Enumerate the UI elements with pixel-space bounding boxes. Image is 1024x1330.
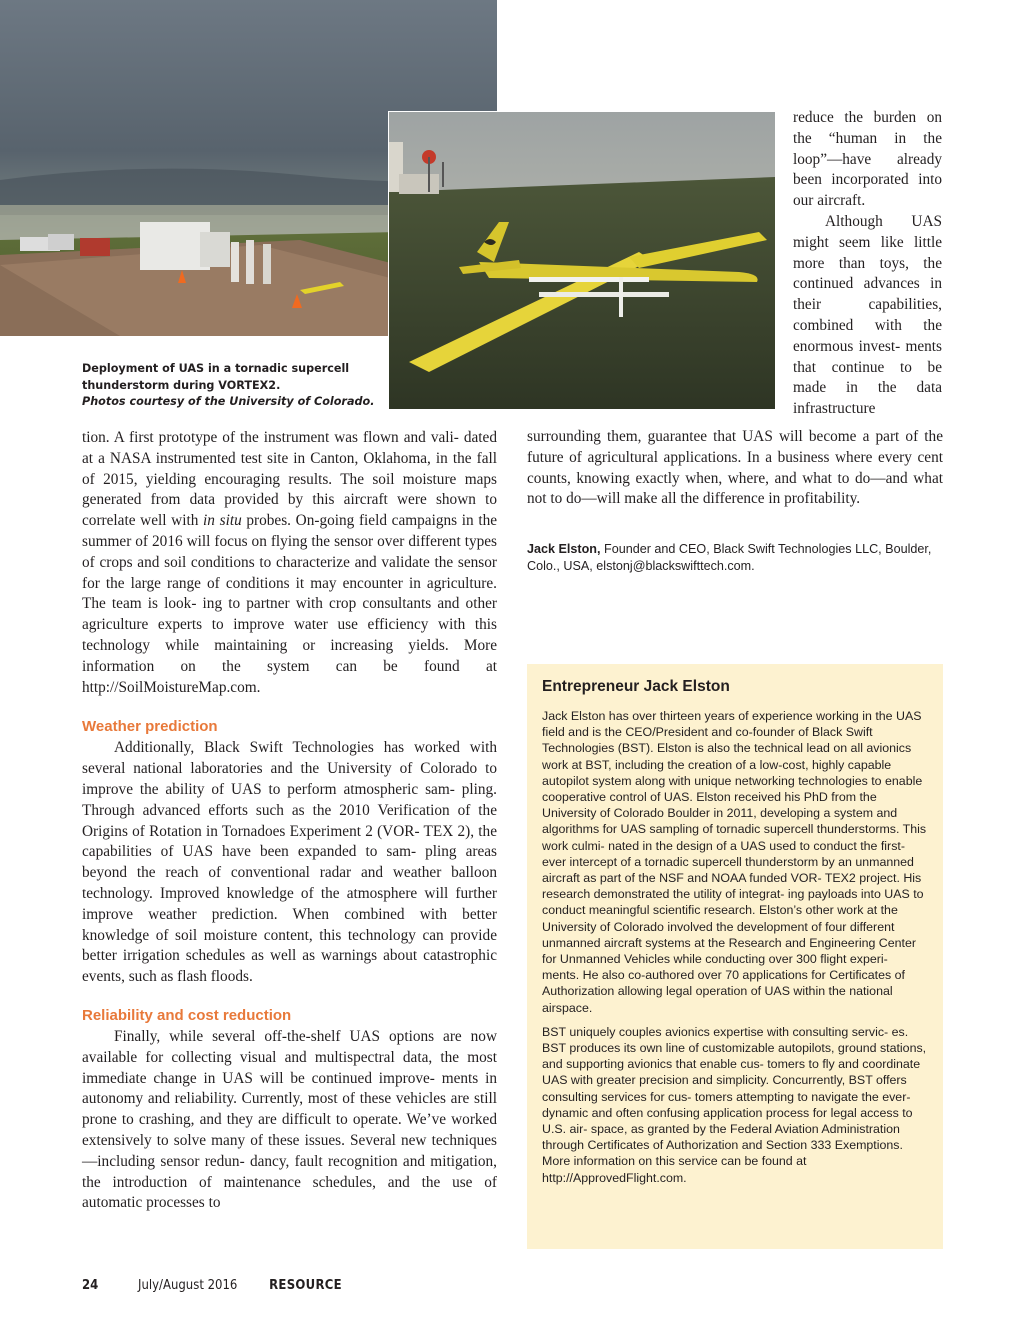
sidebar-paragraph-1: Jack Elston has over thirteen years of experience working in the UAS field and is the CEO/President and co-founder of Black Swift Technologies (BST). Elston is also the technical lead on all avionics work at BST, including the creation of a low-cost, highly capable autopilot system along with unique networking technologies to enable cooperative control of UAS. Elston received his PhD from the University of Colorado Boulder in 2011, developing a system and algorithms for UAS sampling of tornadic supercell thunderstorms. This work culmi- nated in the design of a UAS used to conduct the first-ever intercept of a tornadic supercell thunderstorm by an unmanned aircraft as part of the NSF and NOAA funded VOR- TEX2 project. His research demonstrated the utility of integrat- ing payloads into UAS to conduct meaningful scientific research. Elston’s other work at the University of Colorado involved the development of four different unmanned aircraft systems at the Research and Engineering Center for Unmanned Vehicles while conducting over 300 flight experi- ments. He also co-authored over 70 applications for Certificates of Authorization allowing legal operation of UAS within the national airspace.	[542, 709, 927, 1015]
left-paragraph-2: Additionally, Black Swift Technologies has worked with several national laboratories and the University of Colorado to improve the ability of UAS to perform atmospheric sam- pling. Through advanced efforts such as the 2010 Verification of the Origins of Rotation in Tornadoes Experiment 2 (VOR- TEX 2), the capabilities of UAS have been expanded to sam- pling areas beyond the reach of conventional radar and weather balloon technology. Improved knowledge of the atmosphere will further improve weather prediction. When combined with better knowledge of soil moisture content, this technology can provide better irrigation schedules as well as warnings about catastrophic events, such as flash floods.	[82, 739, 497, 986]
publication-name: RESOURCE	[269, 1278, 342, 1293]
yellow-uav-photo	[388, 111, 776, 410]
sidebar-paragraph-2: BST uniquely couples avionics expertise with consulting servic- es. BST produces its own line of customizable autopilots, ground stations, and supporting avionics that enable cus- tomers to fly and coordinate UAS with greater precision and simplicity. Concurrently, BST offers consulting services for cus- tomers attempting to navigate the ever-dynamic and often confusing application process for legal access to U.S. air- space, as granted by the Federal Aviation Administration through Certificates of Authorization and Section 333 Exemptions. More information on this service can be found at http://ApprovedFlight.com.	[542, 1024, 927, 1185]
right-column-continued	[527, 427, 943, 510]
left-column	[82, 428, 497, 1214]
author-bio	[527, 541, 943, 575]
caption-line-1: Deployment of UAS in a tornadic supercell	[82, 362, 350, 375]
right-paragraph-2-continued: surrounding them, guarantee that UAS will become a part of the future of agricultural applications. In a business where every cent counts, knowing exactly when, where, and what to do—and what not to do—will make all the difference in profitability.	[527, 428, 943, 508]
left-p1-text-b: probes. On-going field campaigns in the summer of 2016 will focus on flying the sensor over different types of crops and soil conditions to characterize and validate the sensor for the large range of conditions it may encounter in agriculture. The team is look- ing to partner with crop consultants and other agriculture experts to improve water use efficiency with this technology while maintaining or increasing yields. More information on the system can be found at http://SoilMoistureMap.com.	[82, 512, 498, 696]
sidebar-title: Entrepreneur Jack Elston	[542, 678, 730, 695]
left-paragraph-1	[82, 428, 497, 698]
sidebar-box	[527, 664, 943, 1249]
photo-caption	[82, 361, 382, 411]
author-name: Jack Elston,	[527, 542, 601, 556]
page-number: 24	[82, 1278, 99, 1293]
heading-weather-prediction: Weather prediction	[82, 718, 218, 736]
left-p1-text-a: tion. A first prototype of the instrument was flown and vali- dated at a NASA instrumented test site in Canton, Oklahoma, in the fall of 2015, yielding encouraging results. The soil moisture maps generated from data provided by this aircraft were shown to correlate well with	[82, 429, 497, 530]
right-column-top	[793, 108, 942, 420]
heading-reliability: Reliability and cost reduction	[82, 1006, 292, 1024]
caption-line-2: thunderstorm during VORTEX2.	[82, 378, 281, 392]
right-paragraph-1: reduce the burden on the “human in the loop”—have already been incorporated into our aircraft.	[793, 109, 942, 210]
right-paragraph-2: Although UAS might seem like little more than toys, the continued advances in their capabilities, combined with the enormous invest- ments that continue to be made in the data infrastructure	[793, 212, 942, 418]
page-footer	[82, 1278, 342, 1293]
author-details: Founder and CEO, Black Swift Technologies LLC, Boulder, Colo., USA, elstonj@blackswifttech.com.	[527, 542, 932, 573]
left-paragraph-3: Finally, while several off-the-shelf UAS options are now available for collecting visual and multispectral data, the most immediate change in UAS will be continued improve- ments in autonomy and reliability. Currently, most of these vehicles are still prone to crashing, and they are difficult to operate. We’ve worked extensively to solve many of these issues. Several new techniques—including sensor redun- dancy, fault recognition and mitigation, the introduction of maintenance schedules, and the use of automatic processes to	[82, 1027, 497, 1212]
photo-credit: Photos courtesy of the University of Colorado.	[82, 395, 375, 408]
issue-date: July/August 2016	[138, 1278, 238, 1293]
left-p1-italic: in situ	[203, 512, 242, 530]
